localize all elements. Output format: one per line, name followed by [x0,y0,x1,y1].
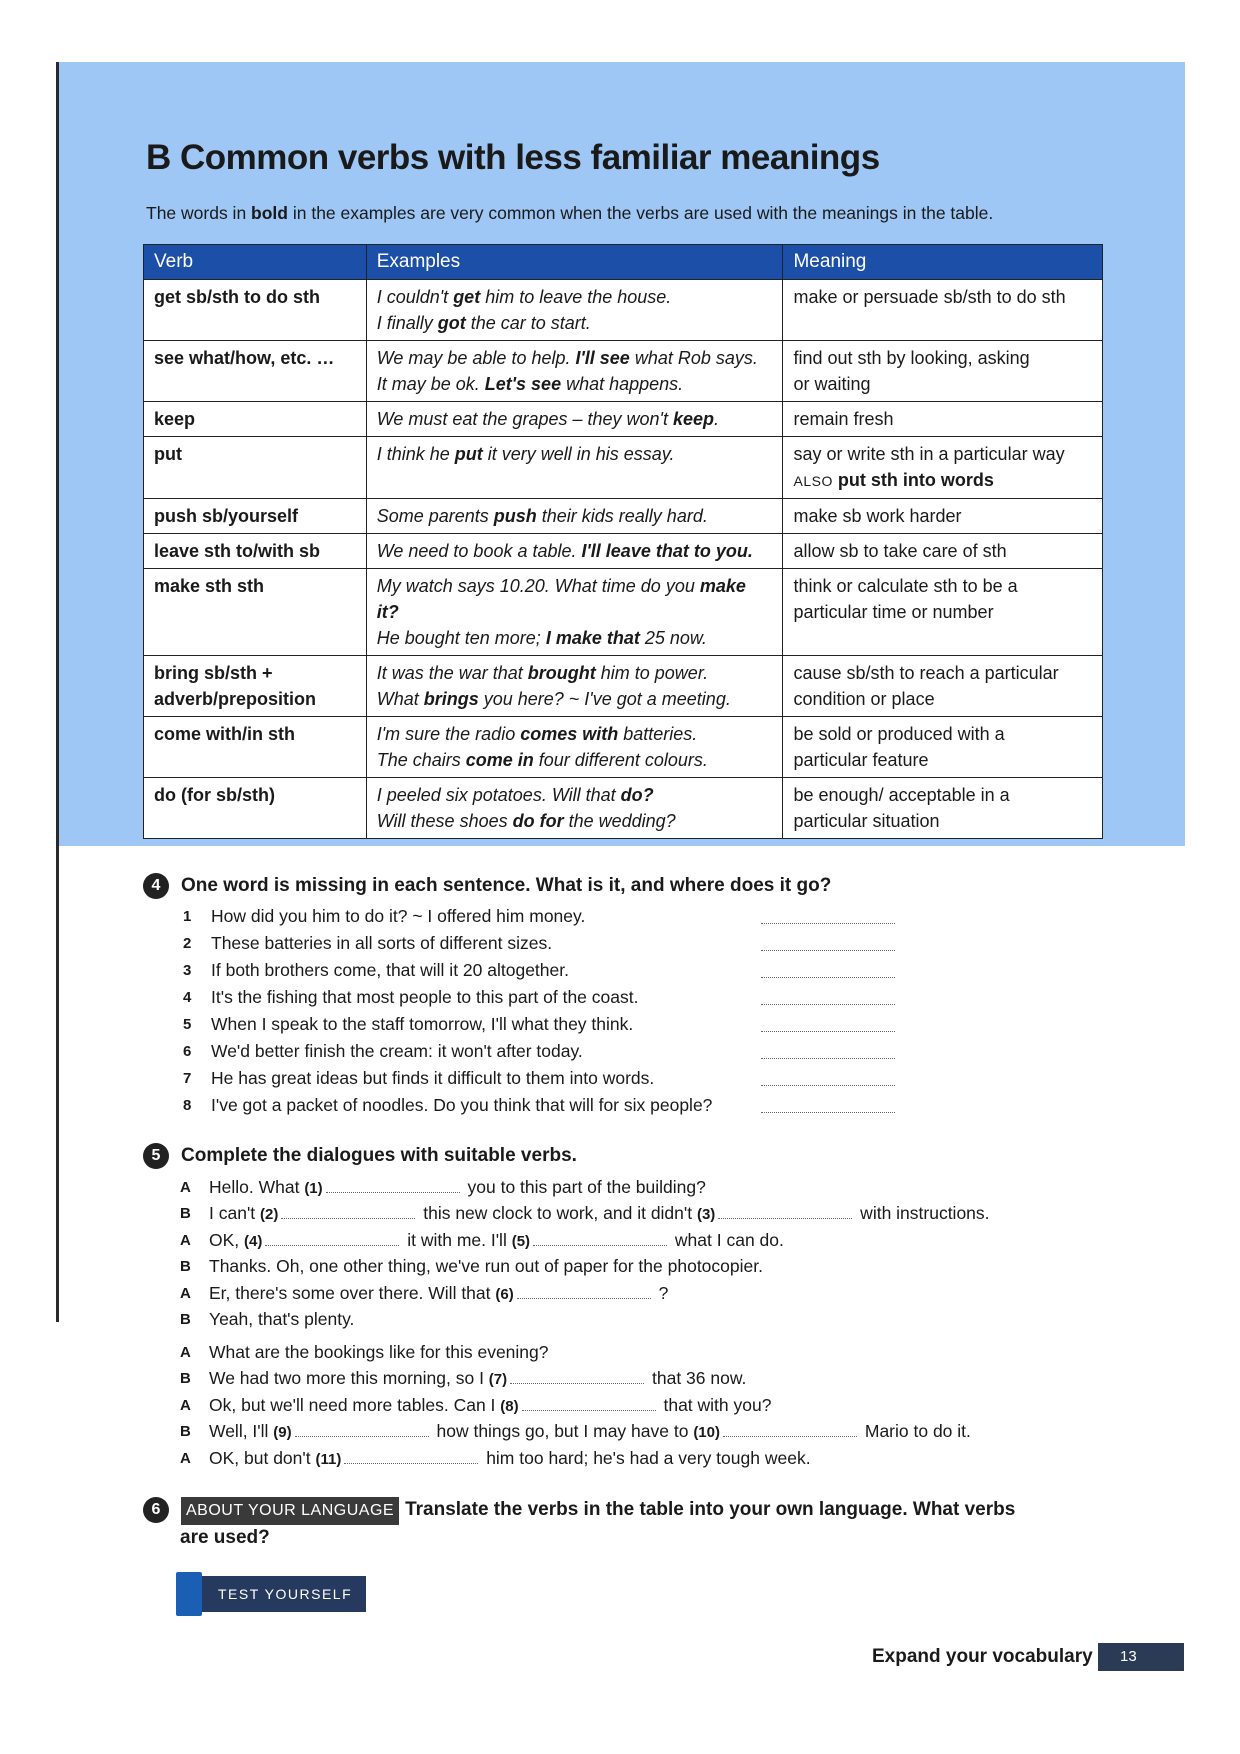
example-text: I think he [376,444,455,464]
dialogue-text [209,1177,706,1198]
meaning-cell [783,499,1103,534]
item-number: 7 [183,1070,192,1087]
example-text: 25 now. [639,628,707,648]
table-row [144,402,1103,437]
answer-blank[interactable] [761,1071,895,1086]
dialogue-segment: that 36 now. [647,1368,747,1389]
example-text: him to power. [595,663,709,683]
blank-number: (3) [696,1206,716,1224]
header-meaning: Meaning [783,245,1103,280]
example-keyword: put [454,444,483,464]
verb-text: see what/how, etc. … [154,348,335,368]
answer-blank[interactable] [761,909,895,924]
example-text: what Rob says. [629,348,758,368]
verb-cell [144,341,367,402]
item-sentence: These batteries in all sorts of different sizes. [211,933,553,953]
example-keyword: come in [465,750,534,770]
blank-number: (6) [495,1285,514,1303]
verb-text: keep [154,409,196,429]
speaker-label: B [180,1258,191,1276]
dialogue-line [180,1392,971,1419]
meaning-text: think or calculate sth to be a [793,576,1018,596]
example-sentence [377,747,773,773]
example-sentence [377,808,773,834]
speaker-label: A [180,1231,191,1249]
dialogue-segment: Hello. What [209,1176,305,1197]
meaning-cell [783,778,1103,839]
example-sentence [377,782,773,808]
dialogue-segment: him too hard; he's had a very tough week. [481,1447,811,1468]
dialogue-segment: it with me. I'll [402,1229,512,1250]
meaning-text: say or write sth in a particular way [793,444,1065,464]
answer-blank[interactable] [761,990,895,1005]
list-item [183,903,923,930]
verb-text: bring sb/sth + [154,663,273,683]
dialogue-segment: you to this part of the building? [462,1176,706,1197]
table-row [144,656,1103,717]
notebook-icon [176,1572,202,1616]
meaning-text: be enough/ acceptable in a [793,785,1010,805]
exercise-6-title: Translate the verbs in the table into your own language. What verbs [405,1499,1016,1521]
verb-cell [144,656,367,717]
example-text: He bought ten more; [376,628,546,648]
speaker-label: B [180,1311,191,1329]
dialogue-segment: what I can do. [670,1229,784,1250]
example-text: what happens. [561,374,684,394]
verb-text: come with/in sth [154,724,296,744]
example-text: it very well in his essay. [482,444,675,464]
dialogue-2 [180,1339,971,1472]
item-sentence: When I speak to the staff tomorrow, I'll what they think. [211,1014,634,1034]
examples-cell [366,656,783,717]
examples-cell [366,717,783,778]
exercise-6-title-cont: are used? [180,1527,270,1549]
blank-number: (7) [488,1371,508,1389]
dialogue-segment: this new clock to work, and it didn't [418,1203,697,1224]
meaning-cell [783,717,1103,778]
also-note [793,467,1092,494]
meaning-text-cont: or waiting [793,374,871,394]
meaning-text: find out sth by looking, asking [793,348,1030,368]
answer-blank[interactable] [761,1017,895,1032]
dialogue-segment: Ok, but we'll need more tables. Can I [209,1394,501,1415]
dialogue-line [180,1280,990,1307]
dialogue-segment: OK, [209,1229,245,1250]
table-row [144,778,1103,839]
examples-cell [366,778,783,839]
example-sentence [377,310,773,336]
speaker-label: B [180,1205,191,1223]
dialogue-text [209,1368,746,1389]
exercise-4-list [183,903,923,1119]
dialogue-segment: What are the bookings like for this evening? [209,1341,549,1362]
example-keyword: push [493,506,537,526]
example-sentence [377,721,773,747]
verb-cell [144,280,367,341]
example-text: We may be able to help. [376,348,576,368]
verb-cell [144,534,367,569]
dialogue-segment: ? [653,1282,669,1303]
blank-number: (11) [315,1450,342,1468]
answer-blank[interactable] [718,1204,852,1219]
verb-text: make sth sth [154,576,265,596]
answer-blank[interactable] [761,963,895,978]
also-phrase: put sth into words [837,470,994,490]
item-sentence: How did you him to do it? ~ I offered him money. [211,906,586,926]
verb-cell [144,717,367,778]
item-number: 4 [183,989,192,1006]
table-row [144,437,1103,499]
verb-cell [144,402,367,437]
item-number: 8 [183,1097,192,1114]
also-label: ALSO [793,473,833,489]
about-your-language-badge: ABOUT YOUR LANGUAGE [181,1497,399,1525]
example-text: We need to book a table. [376,541,582,561]
speaker-label: B [180,1423,191,1441]
example-text: It may be ok. [376,374,485,394]
meaning-cell [783,341,1103,402]
speaker-label: A [180,1284,191,1302]
dialogue-line [180,1254,990,1281]
meaning-cell [783,569,1103,656]
speaker-label: B [180,1370,191,1388]
dialogue-segment: how things go, but I may have to [431,1421,694,1442]
meaning-cell [783,534,1103,569]
dialogue-line [180,1339,971,1366]
verb-text: push sb/yourself [154,506,299,526]
exercise-6-heading [143,1497,1103,1551]
item-number: 3 [183,962,192,979]
exercise-5-heading [143,1143,577,1169]
example-keyword: I make that [545,628,640,648]
meaning-text-cont: condition or place [793,689,935,709]
example-keyword: brought [527,663,596,683]
exercise-5-title: Complete the dialogues with suitable verbs. [181,1145,577,1167]
speaker-label: A [180,1449,191,1467]
dialogue-segment: Er, there's some over there. Will that [209,1282,496,1303]
dialogue-1 [180,1174,990,1333]
verb-text-cont: adverb/preposition [154,689,317,709]
item-sentence: He has great ideas but finds it difficult to them into words. [211,1068,655,1088]
dialogue-line [180,1227,990,1254]
meaning-text: make or persuade sb/sth to do sth [793,287,1066,307]
example-text: I couldn't [376,287,454,307]
dialogue-text [209,1309,354,1330]
example-keyword: keep [672,409,714,429]
exercise-number-badge: 6 [143,1497,169,1523]
item-number: 6 [183,1043,192,1060]
item-sentence: I've got a packet of noodles. Do you think that will for six people? [211,1095,713,1115]
example-keyword: comes with [520,724,619,744]
example-text: the wedding? [563,811,676,831]
example-sentence [377,660,773,686]
meaning-text: remain fresh [793,409,894,429]
dialogue-line [180,1419,971,1446]
example-sentence [377,406,773,432]
list-item [183,1038,923,1065]
item-sentence: It's the fishing that most people to this part of the coast. [211,987,639,1007]
verbs-table [143,244,1103,839]
example-sentence [377,625,773,651]
verb-cell [144,437,367,499]
example-text: I'm sure the radio [376,724,521,744]
dialogue-segment: that with you? [658,1394,772,1415]
answer-blank[interactable] [265,1231,399,1246]
blank-number: (10) [693,1424,720,1442]
item-sentence: We'd better finish the cream: it won't after today. [211,1041,583,1061]
answer-blank[interactable] [723,1422,857,1437]
dialogue-line [180,1201,990,1228]
list-item [183,1092,923,1119]
examples-cell [366,534,783,569]
verb-cell [144,499,367,534]
examples-cell [366,280,783,341]
test-yourself-label: TEST YOURSELF [218,1586,353,1602]
item-sentence: If both brothers come, that will it 20 altogether. [211,960,569,980]
dialogue-segment: OK, but don't [209,1447,316,1468]
table-row [144,499,1103,534]
header-examples: Examples [366,245,783,280]
dialogue-segment: Yeah, that's plenty. [209,1309,355,1330]
example-text: My watch says 10.20. What time do you [376,576,700,596]
example-sentence [377,573,773,625]
answer-blank[interactable] [761,936,895,951]
exercise-4-heading [143,873,831,899]
dialogue-text [209,1395,771,1416]
example-text: the car to start. [465,313,591,333]
dialogue-line [180,1366,971,1393]
dialogue-text [209,1230,784,1251]
list-item [183,984,923,1011]
answer-blank[interactable] [344,1449,478,1464]
meaning-text-cont: particular time or number [793,602,994,622]
example-keyword: make it? [376,576,746,622]
verb-text: get sb/sth to do sth [154,287,320,307]
dialogue-text [209,1448,811,1469]
dialogue-text [209,1203,990,1224]
examples-cell [366,402,783,437]
examples-cell [366,437,783,499]
speaker-label: A [180,1396,191,1414]
list-item [183,1011,923,1038]
table-row [144,341,1103,402]
answer-blank[interactable] [295,1422,429,1437]
example-keyword: do? [620,785,654,805]
blank-number: (5) [511,1232,531,1250]
table-header-row [144,245,1103,280]
blank-number: (4) [244,1232,263,1250]
test-yourself-button[interactable] [176,1576,366,1612]
answer-blank[interactable] [533,1231,667,1246]
example-text: their kids really hard. [536,506,708,526]
answer-blank[interactable] [326,1178,460,1193]
exercise-number-badge: 4 [143,873,169,899]
example-sentence [377,503,773,529]
dialogue-text [209,1421,971,1442]
dialogue-segment: with instructions. [855,1203,990,1224]
meaning-cell [783,280,1103,341]
list-item [183,930,923,957]
example-sentence [377,284,773,310]
speaker-label: A [180,1343,191,1361]
examples-cell [366,569,783,656]
dialogue-line [180,1445,971,1472]
example-text: Some parents [376,506,494,526]
meaning-cell [783,402,1103,437]
exercise-4-title: One word is missing in each sentence. What is it, and where does it go? [181,875,832,897]
blank-number: (9) [273,1424,292,1442]
table-row [144,569,1103,656]
examples-cell [366,499,783,534]
list-item [183,957,923,984]
example-sentence [377,686,773,712]
table-row [144,717,1103,778]
verbs-table-body [144,280,1103,839]
example-text: four different colours. [533,750,708,770]
footer-title: Expand your vocabulary [872,1646,1093,1667]
example-text: . [714,409,720,429]
dialogue-text [209,1256,763,1277]
example-text: What [376,689,424,709]
dialogue-line [180,1307,990,1334]
example-keyword: brings [423,689,479,709]
table-row [144,534,1103,569]
blank-number: (2) [260,1206,279,1224]
list-item [183,1065,923,1092]
answer-blank[interactable] [517,1284,651,1299]
example-text: you here? ~ I've got a meeting. [478,689,731,709]
meaning-cell [783,656,1103,717]
verb-cell [144,569,367,656]
item-number: 5 [183,1016,192,1033]
example-sentence [377,441,773,467]
example-text: I finally [376,313,438,333]
answer-blank[interactable] [510,1369,644,1384]
answer-blank[interactable] [761,1098,895,1113]
dialogue-segment: Well, I'll [209,1421,274,1442]
example-text: It was the war that [376,663,528,683]
item-number: 1 [183,908,192,925]
blank-number: (1) [304,1179,323,1197]
speaker-label: A [180,1178,191,1196]
verb-text: do (for sb/sth) [154,785,275,805]
example-text: We must eat the grapes – they won't [376,409,673,429]
exercise-number-badge: 5 [143,1143,169,1169]
example-sentence [377,371,773,397]
meaning-text: be sold or produced with a [793,724,1005,744]
item-number: 2 [183,935,192,952]
example-keyword: Let's see [484,374,562,394]
answer-blank[interactable] [522,1396,656,1411]
meaning-text-cont: particular situation [793,811,940,831]
page-number: 13 [1098,1643,1184,1671]
example-keyword: got [437,313,466,333]
meaning-text: make sb work harder [793,506,962,526]
dialogue-segment: We had two more this morning, so I [209,1368,489,1389]
example-text: The chairs [376,750,466,770]
example-sentence [377,538,773,564]
verb-cell [144,778,367,839]
example-text: Will these shoes [376,811,513,831]
example-text: him to leave the house. [480,287,672,307]
answer-blank[interactable] [761,1044,895,1059]
examples-cell [366,341,783,402]
dialogue-line [180,1174,990,1201]
example-keyword: I'll leave that to you. [581,541,753,561]
dialogue-segment: I can't [209,1203,261,1224]
meaning-text: allow sb to take care of sth [793,541,1007,561]
answer-blank[interactable] [281,1204,415,1219]
dialogue-segment: Thanks. Oh, one other thing, we've run out of paper for the photocopier. [209,1256,763,1277]
example-keyword: get [453,287,481,307]
dialogue-segment: Mario to do it. [860,1421,971,1442]
example-keyword: I'll see [575,348,630,368]
blank-number: (8) [500,1397,519,1415]
example-text: I peeled six potatoes. Will that [376,785,621,805]
example-text: batteries. [618,724,698,744]
example-keyword: do for [512,811,564,831]
meaning-text: cause sb/sth to reach a particular [793,663,1059,683]
dialogue-text [209,1342,549,1363]
header-verb: Verb [144,245,367,280]
verb-text: put [154,444,182,464]
dialogue-text [209,1283,668,1304]
meaning-cell [783,437,1103,499]
meaning-text-cont: particular feature [793,750,929,770]
verb-text: leave sth to/with sb [154,541,321,561]
section-title: B Common verbs with less familiar meanings [146,138,880,177]
section-subtitle: The words in bold in the examples are very common when the verbs are used with the meanings in the table. [146,203,994,223]
example-sentence [377,345,773,371]
table-row [144,280,1103,341]
